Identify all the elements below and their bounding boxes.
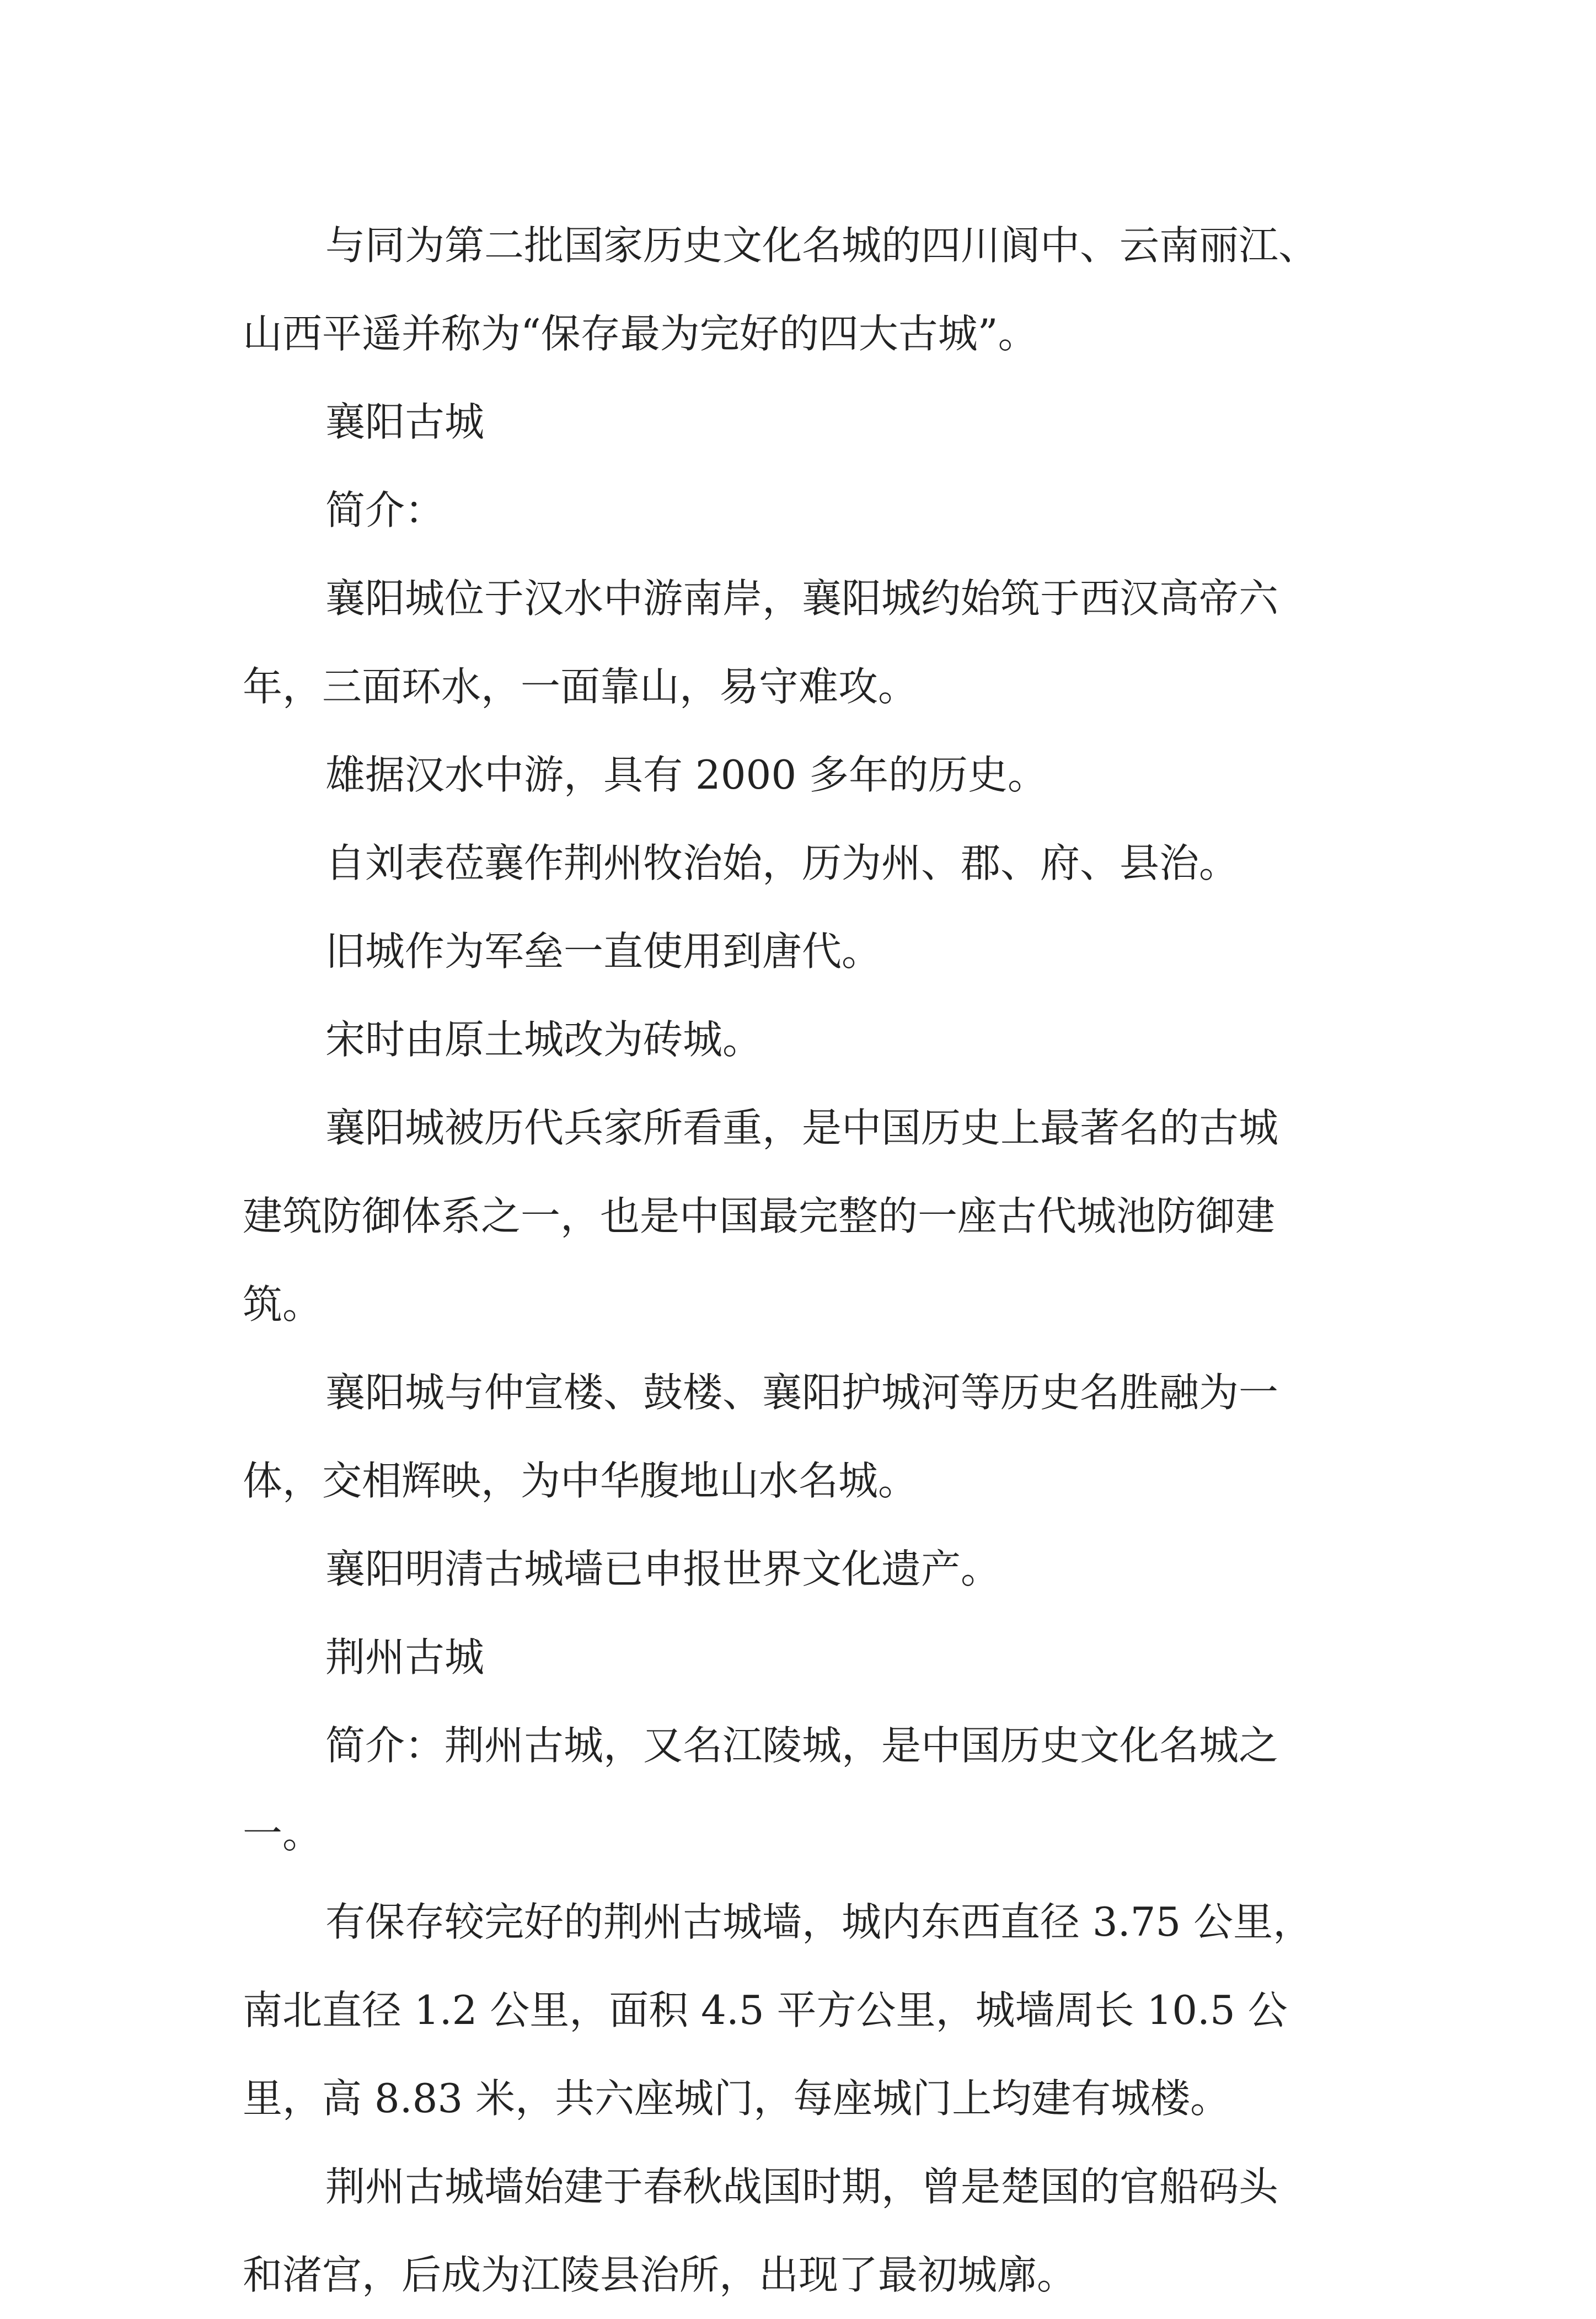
text-line: 襄阳明清古城墙已申报世界文化遗产。 bbox=[325, 1546, 1001, 1592]
text-line: 体，交相辉映，为中华腹地山水名城。 bbox=[243, 1458, 918, 1504]
text-line: 荆州古城墙始建于春秋战国时期，曾是楚国的官船码头 bbox=[325, 2163, 1279, 2210]
text-line: 荆州古城 bbox=[325, 1634, 485, 1680]
text-line: 与同为第二批国家历史文化名城的四川阆中、云南丽江、 bbox=[325, 222, 1319, 269]
text-line: 襄阳城被历代兵家所看重，是中国历史上最著名的古城 bbox=[325, 1105, 1279, 1151]
text-line: 里，高 8.83 米，共六座城门，每座城门上均建有城楼。 bbox=[243, 2075, 1230, 2122]
text-line: 有保存较完好的荆州古城墙，城内东西直径 3.75 公里， bbox=[325, 1899, 1313, 1945]
text-line: 一。 bbox=[243, 1811, 323, 1857]
text-line: 山西平遥并称为“保存最为完好的四大古城”。 bbox=[243, 310, 1038, 357]
text-line: 襄阳古城 bbox=[325, 399, 485, 445]
text-line: 襄阳城与仲宣楼、鼓楼、襄阳护城河等历史名胜融为一 bbox=[325, 1369, 1279, 1416]
text-line: 年，三面环水，一面靠山，易守难攻。 bbox=[243, 663, 918, 710]
text-line: 和渚宫，后成为江陵县治所，出现了最初城廓。 bbox=[243, 2252, 1077, 2298]
text-line: 简介： bbox=[325, 487, 445, 533]
document-body bbox=[243, 201, 1401, 2319]
text-line: 简介：荆州古城，又名江陵城，是中国历史文化名城之 bbox=[325, 1722, 1279, 1769]
text-line: 襄阳城位于汉水中游南岸，襄阳城约始筑于西汉高帝六 bbox=[325, 575, 1279, 622]
text-line: 自刘表莅襄作荆州牧治始，历为州、郡、府、县治。 bbox=[325, 840, 1239, 886]
text-line: 筑。 bbox=[243, 1281, 323, 1327]
text-line: 雄据汉水中游，具有 2000 多年的历史。 bbox=[325, 752, 1048, 798]
text-line: 旧城作为军垒一直使用到唐代。 bbox=[325, 928, 882, 974]
text-line: 建筑防御体系之一，也是中国最完整的一座古代城池防御建 bbox=[243, 1193, 1276, 1239]
text-line: 南北直径 1.2 公里，面积 4.5 平方公里，城墙周长 10.5 公 bbox=[243, 1987, 1288, 2033]
text-line: 宋时由原土城改为砖城。 bbox=[325, 1016, 763, 1063]
